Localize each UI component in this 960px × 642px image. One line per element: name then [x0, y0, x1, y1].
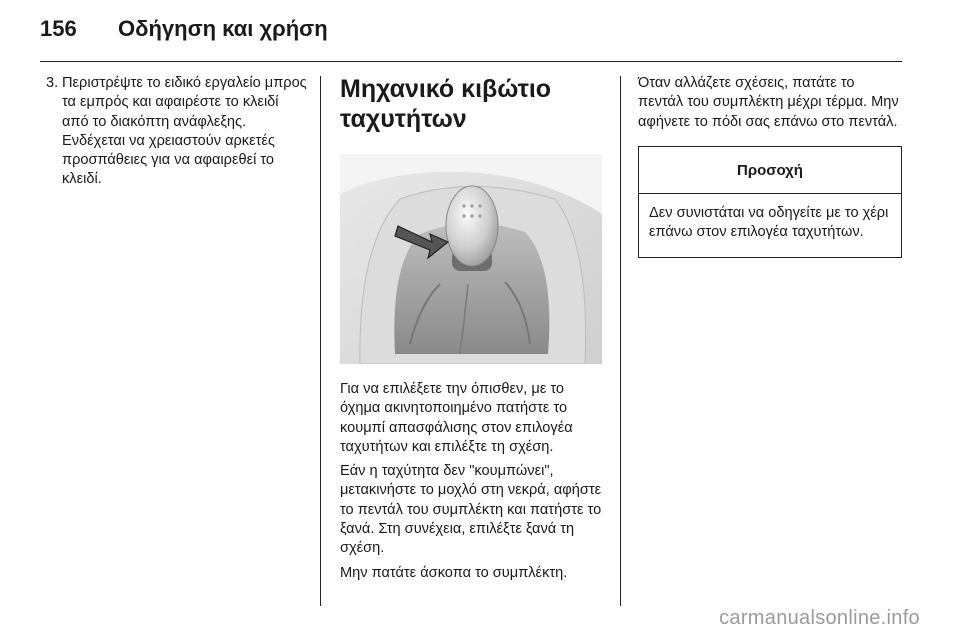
list-item [46, 74, 308, 190]
chapter-title: Οδήγηση και χρήση [118, 16, 328, 41]
paragraph: Μην πατάτε άσκοπα το συμπλέκτη. [340, 564, 568, 581]
gear-shift-figure [340, 154, 602, 364]
page-header [40, 16, 328, 52]
paragraph: Εάν η ταχύτητα δεν "κουμπώνει", μετακινήστε το μοχλό στη νεκρά, αφήστε το πεντάλ του συμπλέκτη και πατήστε το ξανά. Στη συνέχεια, επιλέξτε ξανά τη σχέση. [340, 463, 602, 557]
page-number: 156 [40, 16, 77, 41]
section-title: Μηχανικό κιβώτιο ταχυτήτων [340, 75, 552, 133]
intro-paragraph: Όταν αλλάζετε σχέσεις, πατάτε το πεντάλ του συμπλέκτη μέχρι τέρμα. Μην αφήνετε το πόδι σας επάνω στο πεντάλ. [638, 75, 899, 130]
caution-box [638, 146, 902, 258]
watermark: carmanualsonline.info [719, 607, 920, 629]
right-column [638, 74, 902, 258]
caution-heading: Προσοχή [639, 147, 901, 194]
column-divider-left [320, 76, 321, 606]
caution-text: Δεν συνιστάται να οδηγείτε με το χέρι επάνω στον επιλογέα ταχυτήτων. [649, 205, 889, 241]
paragraph: Για να επιλέξετε την όπισθεν, με το όχημα ακινητοποιημένο πατήστε το κουμπί απασφάλισης στον επιλογέα ταχυτήτων και επιλέξτε τη σχέση. [340, 381, 573, 455]
middle-column [340, 74, 604, 588]
header-divider [40, 61, 902, 62]
left-column [46, 74, 308, 190]
column-divider-right [620, 76, 621, 606]
list-item-number: 3. [46, 75, 59, 91]
gear-shift-knob-illustration [340, 154, 602, 364]
list-item-text: Περιστρέψτε το ειδικό εργαλείο μπρος τα εμπρός και αφαιρέστε το κλειδί από το διακόπτη ανάφλεξης. Ενδέχεται να χρειαστούν αρκετές προσπάθειες για να αφαιρεθεί το κλειδί. [62, 75, 307, 188]
